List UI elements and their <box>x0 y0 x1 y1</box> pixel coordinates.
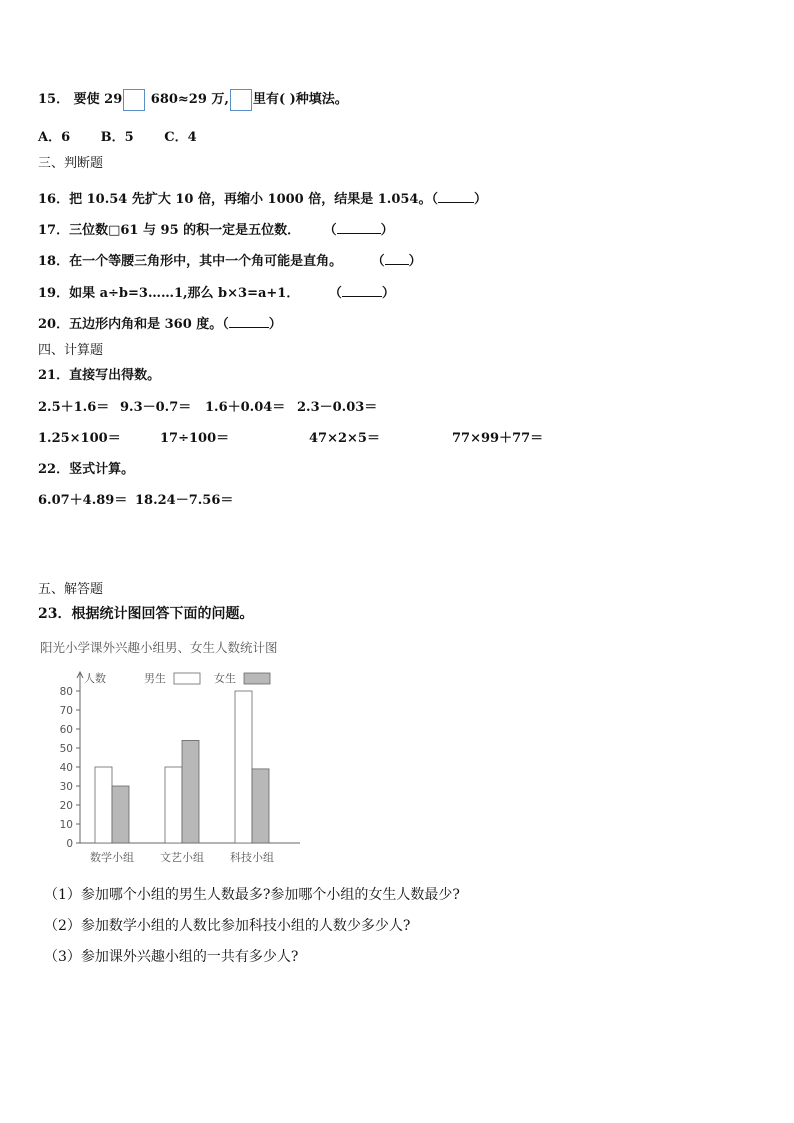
question-text: 根据统计图回答下面的问题。 <box>71 606 254 622</box>
sub-question-2: （2）参加数学小组的人数比参加科技小组的人数少多少人? <box>44 918 411 934</box>
y-tick-label: 60 <box>59 724 73 736</box>
question-text-mid: 680≈29 万, <box>150 92 229 107</box>
question-21 <box>38 364 160 383</box>
question-23 <box>38 603 253 623</box>
answer-box[interactable] <box>123 89 145 111</box>
bar-boys-2 <box>235 691 252 843</box>
question-number: 17． <box>38 223 70 238</box>
bar-boys-0 <box>95 767 112 843</box>
y-tick-label: 40 <box>59 762 73 774</box>
y-tick-label: 30 <box>59 781 73 793</box>
question-number: 19． <box>38 286 70 301</box>
y-axis-label: 人数 <box>84 672 106 685</box>
y-tick-label: 0 <box>66 838 73 850</box>
question-17: 17．三位数□61 与 95 的积一定是五位数． （ ） <box>38 223 394 238</box>
calc-item: 9.3－0.7＝ <box>120 400 192 415</box>
vertical-calc-item: 18.24－7.56＝ <box>135 493 234 508</box>
question-number: 23． <box>38 606 72 622</box>
legend-swatch-0 <box>174 673 200 684</box>
question-number: 16． <box>38 192 70 207</box>
question-20: 20．五边形内角和是 360 度。（ ） <box>38 317 282 332</box>
section-title-judge: 三、判断题 <box>38 156 104 171</box>
calc-item: 17÷100＝ <box>160 431 230 446</box>
bar-girls-2 <box>252 769 269 843</box>
y-tick-label: 20 <box>59 800 73 812</box>
legend-label-1: 女生 <box>214 672 236 685</box>
question-22 <box>38 458 134 477</box>
y-tick-label: 70 <box>59 705 73 717</box>
legend-swatch-1 <box>244 673 270 684</box>
question-18: 18．在一个等腰三角形中，其中一个角可能是直角。 （ ） <box>38 254 422 269</box>
question-number: 22． <box>38 462 70 477</box>
legend-label-0: 男生 <box>144 672 166 685</box>
bar-chart <box>36 634 316 866</box>
question-text: 在一个等腰三角形中，其中一个角可能是直角。 <box>69 254 343 269</box>
question-19: 19．如果 a÷b=3……1,那么 b×3=a+1． （ ） <box>38 286 395 301</box>
question-number: 15． <box>38 92 70 107</box>
y-tick-label: 50 <box>59 743 73 755</box>
y-tick-label: 80 <box>59 686 73 698</box>
question-number: 21． <box>38 368 70 383</box>
question-16: 16．把 10.54 先扩大 10 倍，再缩小 1000 倍，结果是 1.054。（ ） <box>38 192 487 207</box>
answer-blank[interactable] <box>438 190 474 203</box>
answer-box[interactable] <box>230 89 252 111</box>
question-15 <box>38 88 348 111</box>
answer-blank[interactable] <box>337 221 381 234</box>
q15-options <box>38 126 197 145</box>
vertical-calc-item: 6.07＋4.89＝ <box>38 493 128 508</box>
section-title-calc: 四、计算题 <box>38 343 104 358</box>
answer-blank[interactable] <box>342 284 382 297</box>
question-text: 三位数□61 与 95 的积一定是五位数． <box>69 223 301 238</box>
x-tick-label: 文艺小组 <box>160 851 204 864</box>
question-text: 如果 a÷b=3……1,那么 b×3=a+1． <box>69 286 300 301</box>
bar-girls-1 <box>182 740 199 843</box>
answer-blank[interactable] <box>385 252 409 265</box>
option-a: A．6 <box>38 130 71 145</box>
question-text: 直接写出得数。 <box>69 368 161 383</box>
question-text: 五边形内角和是 360 度。（ <box>69 317 229 332</box>
bar-girls-0 <box>112 786 129 843</box>
bar-boys-1 <box>165 767 182 843</box>
option-b: B．5 <box>100 130 134 145</box>
question-text: 竖式计算。 <box>69 462 135 477</box>
calc-item: 2.3－0.03＝ <box>297 400 378 415</box>
question-text-after: 里有( )种填法。 <box>252 92 348 107</box>
question-number: 18． <box>38 254 70 269</box>
question-text: 把 10.54 先扩大 10 倍，再缩小 1000 倍，结果是 1.054。（ <box>69 192 438 207</box>
calc-item: 1.6＋0.04＝ <box>205 400 286 415</box>
chart-title: 阳光小学课外兴趣小组男、女生人数统计图 <box>40 640 278 655</box>
x-tick-label: 数学小组 <box>90 851 134 864</box>
sub-question-1: （1）参加哪个小组的男生人数最多?参加哪个小组的女生人数最少? <box>44 887 460 903</box>
calc-item: 47×2×5＝ <box>309 431 380 446</box>
option-c: C．4 <box>164 130 197 145</box>
y-tick-label: 10 <box>59 819 73 831</box>
calc-item: 1.25×100＝ <box>38 431 121 446</box>
sub-question-3: （3）参加课外兴趣小组的一共有多少人? <box>44 949 299 965</box>
calc-item: 77×99＋77＝ <box>452 431 544 446</box>
x-tick-label: 科技小组 <box>230 851 274 864</box>
question-number: 20． <box>38 317 70 332</box>
question-text-before: 要使 29 <box>73 92 123 107</box>
answer-blank[interactable] <box>229 315 269 328</box>
section-title-solve: 五、解答题 <box>38 582 104 597</box>
calc-item: 2.5＋1.6＝ <box>38 400 110 415</box>
